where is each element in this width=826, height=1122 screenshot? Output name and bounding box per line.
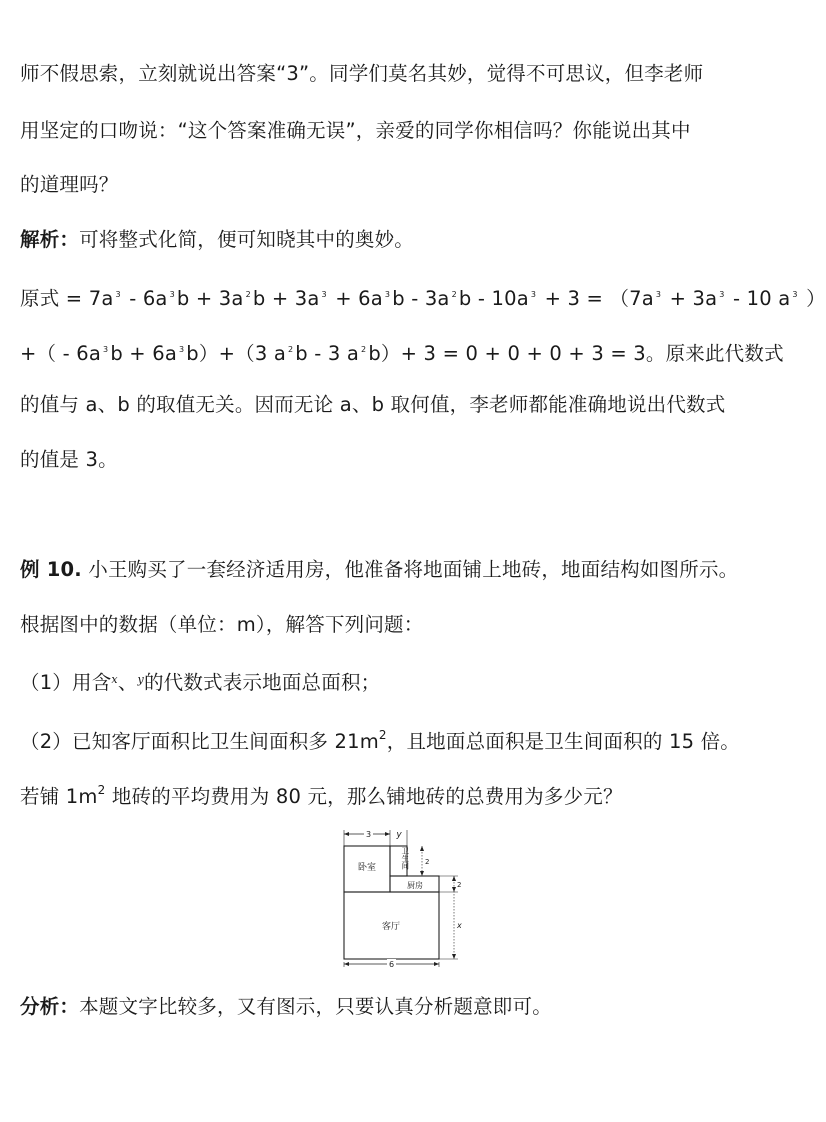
- dim-x: x: [457, 921, 462, 930]
- living-room-label: 客厅: [381, 922, 401, 932]
- expr-part: + 6a: [328, 287, 383, 310]
- bedroom-label: 卧室: [357, 863, 377, 873]
- exponent: 3: [103, 345, 109, 354]
- example-line-2: 根据图中的数据（单位：m），解答下列问题：: [20, 613, 424, 636]
- expr-part: b - 10a: [458, 287, 529, 310]
- exponent: 3: [115, 290, 121, 299]
- exponent: 2: [451, 290, 457, 299]
- expr-part: +（ - 6a: [20, 342, 102, 365]
- analysis2-line: [20, 993, 779, 1021]
- expr-part: - 10 a: [726, 287, 791, 310]
- exponent: 3: [321, 290, 327, 299]
- exponent: 3: [169, 290, 175, 299]
- expr-part: b - 3a: [392, 287, 450, 310]
- dim-bath-height: 2: [425, 858, 430, 866]
- solution-line-4: 的值是 3。: [20, 448, 118, 471]
- analysis2-label: 分析：: [20, 995, 80, 1018]
- variable-x: x: [111, 673, 118, 686]
- dim-width-bottom: 6: [388, 960, 395, 969]
- solution-line-1: [20, 281, 826, 313]
- exponent: 2: [245, 290, 251, 299]
- exponent: 3: [655, 290, 662, 299]
- question-text: 若铺 1m: [20, 785, 98, 808]
- expr-part: + 3a: [663, 287, 718, 310]
- question-text: （1）用含: [20, 671, 112, 694]
- question-1: [20, 666, 779, 697]
- solution-line-3: 的值与 a、b 的取值无关。因而无论 a、b 取何值，李老师都能准确地说出代数式: [20, 393, 726, 416]
- exponent: 2: [361, 345, 367, 354]
- expr-part: b）+ 3 = 0 + 0 + 0 + 3 = 3。原来此代数式: [368, 342, 784, 365]
- question-text: 的代数式表示地面总面积；: [143, 671, 381, 694]
- paragraph-line: 的道理吗？: [20, 173, 119, 196]
- bathroom-label-text: 卫生间: [387, 847, 410, 856]
- variable-y: y: [137, 673, 144, 686]
- analysis-label: 解析：: [20, 228, 80, 251]
- example-line-1: [20, 556, 779, 584]
- analysis-line: [20, 226, 779, 254]
- exponent: 3: [719, 290, 725, 299]
- exponent: 2: [97, 783, 106, 797]
- arrow-down: [452, 887, 456, 892]
- exponent: 3: [384, 290, 391, 299]
- arrow-down: [420, 871, 424, 876]
- analysis2-text: 本题文字比较多，又有图示，只要认真分析题意即可。: [79, 995, 552, 1018]
- solution-line-2: [20, 336, 784, 368]
- example-label: 例 10.: [20, 558, 82, 581]
- paragraph-line: 师不假思索，立刻就说出答案“3”。同学们莫名其妙，觉得不可思议，但李老师: [20, 62, 704, 85]
- dim-y: y: [396, 830, 402, 840]
- arrow-left: [344, 962, 349, 966]
- expr-part: b + 6a: [110, 342, 177, 365]
- question-text: ，且地面总面积是卫生间面积的 15 倍。: [386, 730, 740, 753]
- kitchen-label: 厨房: [407, 881, 423, 890]
- paragraph-line: 用坚定的口吻说：“这个答案准确无误”，亲爱的同学你相信吗？你能说出其中: [20, 119, 691, 142]
- arrow-down: [452, 954, 456, 959]
- arrow-left-top: [344, 832, 349, 836]
- arrow-up: [420, 846, 424, 851]
- question-text: （2）已知客厅面积比卫生间面积多 21m: [20, 730, 379, 753]
- question-2-cont: [20, 776, 779, 811]
- exponent: 3: [792, 290, 798, 299]
- bathroom-label: [387, 847, 410, 871]
- exponent: 3: [179, 345, 185, 354]
- question-2: [20, 721, 779, 756]
- arrow-right-top: [385, 832, 390, 836]
- analysis-text: 可将整式化简，便可知晓其中的奥妙。: [79, 228, 415, 251]
- floor-plan-diagram: [333, 826, 463, 968]
- arrow-up: [452, 876, 456, 881]
- exponent: 3: [530, 290, 537, 299]
- dim-width-top: 3: [365, 830, 372, 839]
- arrow-right: [434, 962, 439, 966]
- expr-part: ）: [799, 287, 826, 310]
- expr-part: b + 3a: [252, 287, 320, 310]
- expr-part: + 3 = （7a: [538, 287, 654, 310]
- exponent: 2: [287, 345, 294, 354]
- exponent: 2: [378, 728, 387, 742]
- expr-part: b - 3 a: [295, 342, 360, 365]
- expr-part: 原式 = 7a: [20, 287, 114, 310]
- expr-part: - 6a: [122, 287, 168, 310]
- question-text: 、: [117, 671, 138, 694]
- expr-part: b）+（3 a: [186, 342, 286, 365]
- dim-kitchen-height: 2: [457, 881, 462, 889]
- question-text: 地砖的平均费用为 80 元，那么铺地砖的总费用为多少元？: [105, 785, 623, 808]
- example-text: 小王购买了一套经济适用房，他准备将地面铺上地砖，地面结构如图所示。: [81, 558, 739, 581]
- expr-part: b + 3a: [176, 287, 244, 310]
